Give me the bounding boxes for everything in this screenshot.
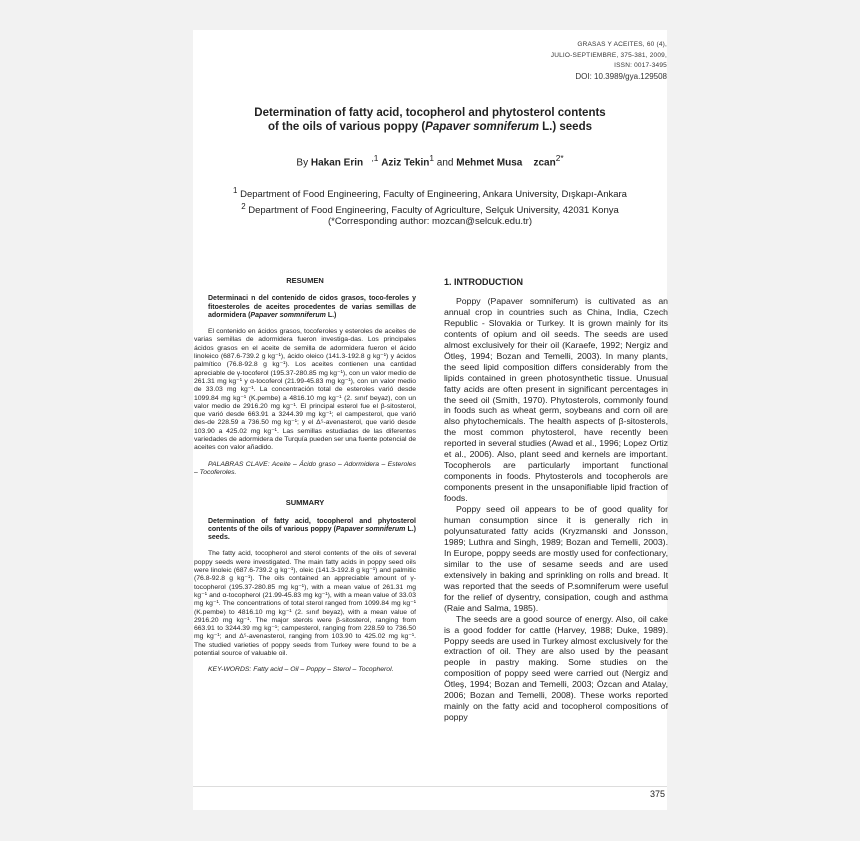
author-list — [193, 153, 667, 168]
resumen-subtitle-a: Determinaci n del contenido de cidos grasos, toco-feroles y fitoesteroles de aceites procedentes de varias semillas de adormidera ( — [208, 295, 416, 319]
intro-paragraph-3: The seeds are a good source of energy. Also, oil cake is a good fodder for cattle (Harvey, 1988; Duke, 1989). Poppy seeds are used in Turkey almost exclusively for the extraction of oil. They are also used by the peasant people in pastry making. Some studies on the composition of poppy seed were carried out (Nergiz and Ötleş, 1994; Bozan and Temelli, 2003; Özcan and Atalay, 2006; Bozan and Temelli, 2008). These works reported mainly on the fatty acid and tocopherol compositions of poppy — [444, 613, 668, 723]
title-line-2-post: L.) seeds — [538, 121, 592, 133]
introduction-heading: 1. INTRODUCTION — [444, 277, 524, 287]
affiliations — [193, 185, 667, 228]
author-3-sup: 2* — [555, 153, 564, 163]
affil-2-text: Department of Food Engineering, Faculty of Agriculture, Selçuk University, 42031 Konya — [248, 204, 619, 216]
summary-subtitle-b: L.) seeds. — [208, 525, 417, 542]
resumen-keywords: PALABRAS CLAVE: Aceite – Ácido graso – Adormidera – Esteroles – Tocoferoles. — [194, 460, 416, 476]
left-column — [194, 277, 416, 697]
title-line-2 — [193, 120, 667, 134]
author-1: Hakan Erin — [310, 157, 364, 169]
authors-prefix: By — [296, 157, 311, 169]
resumen-subtitle-b: L.) — [325, 311, 337, 319]
title-line-1: Determination of fatty acid, tocopherol and phytosterol contents — [254, 107, 606, 119]
summary-keywords: KEY-WORDS: Fatty acid – Oil – Poppy – Sterol – Tocopherol. — [208, 666, 394, 674]
author-2: Aziz Tekin — [381, 157, 430, 169]
summary-body: The fatty acid, tocopherol and sterol contents of the oils of several poppy seeds were investigated. The main fatty acids in poppy seed oils were linoleic (687.6-739.2 g kg⁻¹), oleic (141.3-192.8 g kg⁻¹) and palmitic (76.8-92.8 g kg⁻¹). The oils contained an appreciable amount of γ-tocopherol (195.37-280.85 mg kg⁻¹), with a mean value of 261.31 mg kg⁻¹ and α-tocopherol (21.99-45.83 mg kg⁻¹), with a mean value of 33.03 mg kg⁻¹. The concentrations of total sterol ranged from 1099.84 mg kg⁻¹ (K.pembe) to 4816.10 mg kg⁻¹ (2. sınıf beyaz), with a mean value of 2916.20 mg kg⁻¹. The major sterols were β-sitosterol, ranging from 663.91 to 3244.39 mg kg⁻¹; campesterol, ranging from 228.59 to 736.50 mg kg⁻¹; and Δ⁵-avenasterol, ranging from 103.90 to 425.02 mg kg⁻¹. The studied varieties of poppy seeds from Turkey were found to be a potential source of valuable oil. — [194, 550, 416, 657]
affil-1-sup: 1 — [233, 186, 238, 195]
corresponding-author: (*Corresponding author: mozcan@selcuk.edu.tr) — [328, 216, 532, 228]
author-3-tail: zcan — [533, 157, 556, 169]
title-species: Papaver somniferum — [425, 121, 539, 133]
resumen-heading: RESUMEN — [286, 276, 324, 285]
issn-line: ISSN: 0017-3495 — [614, 62, 667, 69]
author-3: Mehmet Musa — [456, 157, 523, 169]
author-2-sup: 1 — [429, 153, 434, 163]
right-column — [444, 277, 668, 723]
title-line-2-pre: of the oils of various poppy ( — [268, 121, 426, 133]
resumen-body: El contenido en ácidos grasos, tocoferoles y esteroles de aceites de varias semillas de adormidera fueron investiga-das. Los principales ácidos grasos en el aceite de semilla de adormidera fueron el ácido linoleico (687.6-739.2 g kg⁻¹), ácido oleico (141.3-192.8 g kg⁻¹) y ácidos palmítico (76.8-92.8 g kg⁻¹). Los aceites contienen una cantidad apreciable de γ-tocoferol (195.37-280.85 mg kg⁻¹), con un valor medio de 261.31 mg kg⁻¹ y α-tocoferol (21.99-45.83 mg kg⁻¹), con un valor medio de 33.03 mg kg⁻¹. La concentración total de esteroles varió desde 1099.84 mg kg⁻¹ (K.pembe) a 4816.10 mg kg⁻¹ (2. sınıf beyaz), con un valor medio de 2916.20 mg kg⁻¹. El principal esterol fue el β-sitosterol, que varió desde 663.91 a 3244.39 mg kg⁻¹; el campesterol, que varió des-de 228.59 a 736.50 mg kg⁻¹; y el Δ⁵-avenasterol, que varió desde 103.90 a 425.02 mg kg⁻¹. Las semillas estudiadas de las diferentes variedades de adormidera de Turquía pueden ser una fuente potencial de aceites con valor añadido. — [194, 328, 416, 452]
resumen-subtitle-species: Papaver sommniferum — [250, 311, 326, 319]
resumen-subtitle — [194, 295, 416, 320]
affil-2-sup: 2 — [241, 201, 246, 211]
author-1-sup: ,1 — [371, 153, 379, 163]
affiliation-1 — [193, 185, 667, 201]
affil-1-text: Department of Food Engineering, Faculty of Engineering, Ankara University, Dışkapı-Ankara — [240, 189, 627, 201]
summary-subtitle-a: Determination of fatty acid, tocopherol and phytosterol contents of the oils of various poppy ( — [208, 517, 416, 533]
doi-line: DOI: 10.3989/gya.129508 — [575, 71, 667, 81]
affiliation-2 — [193, 201, 667, 217]
summary-subtitle-species: Papaver somniferum — [335, 525, 406, 533]
journal-header — [551, 40, 667, 82]
footer-divider — [193, 786, 667, 787]
paper-title — [193, 106, 667, 134]
summary-heading: SUMMARY — [285, 498, 325, 508]
intro-paragraph-1: Poppy (Papaver somniferum) is cultivated as an annual crop in countries such as China, India, Czech Republic - Slovakia or Turkey. It is grown mainly for its contents of opium and oil seeds. The seeds are used almost exclusively for their oil (Karaefe, 1992; Nergiz and Ötleş, 1994; Bozan and Temelli, 2003). In many plants, the seed lipid composition differs considerably from the lipids contained in green photosynthetic tissue. Unusual fatty acids are often present in significant percentages in the seed oil (Smith, 1970). Phytosterols, commonly found in foods such as wheat germ, soybeans and corn oil are also phytochemicals. The health aspects of β-sitosterols, the most common phytosterol, have recently been reported in several studies (Awad et al., 1996; Lopez Ortiz et al., 2006). Also, plant seed and kernels are important. Tocopherols are particularly important functional components in foods. Phytosterols and tocopherols are components present in the unsaponifiable lipid fraction of foods. — [444, 295, 668, 504]
page-number: 375 — [649, 789, 665, 799]
summary-subtitle — [194, 518, 416, 543]
intro-paragraph-2: Poppy seed oil appears to be of good quality for human consumption since it is generally rich in polyunsaturated fatty acids (Kryzmanski and Jonsson, 1989; Luthra and Singh, 1989; Bozan and Temelli, 2003). In Europe, poppy seeds are mostly used for confectionary, similar to the use of sesame seeds and are used extensively in baking and sprinkling on rolls and bread. It was reported that the seeds of P.somniferum were useful for the relief of dysentry, consipation, cough and asthma (Raie and Salma, 1985). — [444, 504, 668, 613]
journal-line: GRASAS Y ACEITES, 60 (4), — [577, 41, 667, 48]
date-line: JULIO-SEPTIEMBRE, 375-381, 2009, — [550, 51, 667, 59]
authors-sep: and — [433, 157, 457, 169]
